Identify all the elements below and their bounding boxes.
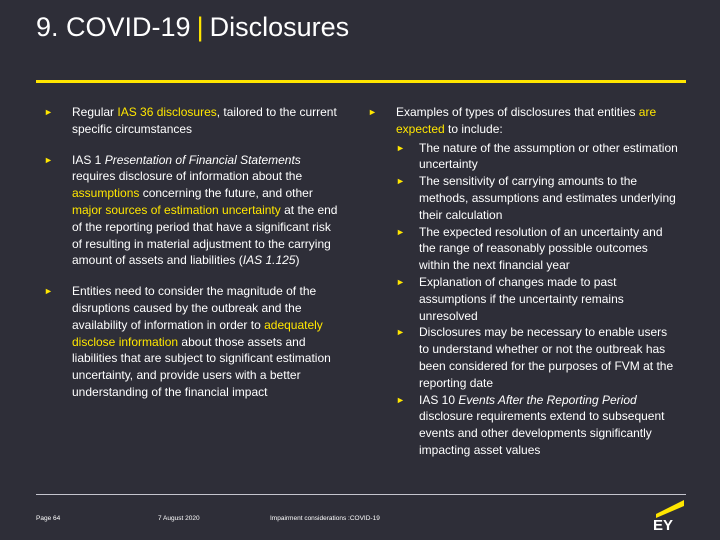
footer-document-title: Impairment considerations :COVID-19 bbox=[270, 515, 380, 522]
text-run: IAS 1 bbox=[72, 152, 105, 167]
sub-bullet-text: The nature of the assumption or other estimation uncertainty bbox=[419, 140, 678, 172]
sub-bullet-text: The expected resolution of an uncertainty and the range of reasonably possible outcomes within the next financial year bbox=[419, 224, 663, 273]
highlight-text: assumptions bbox=[72, 186, 140, 201]
highlight-text: are expected bbox=[396, 105, 657, 136]
right-bullet-intro bbox=[368, 104, 680, 459]
highlight-text: adequately disclose information bbox=[72, 317, 323, 349]
ey-logo-beam bbox=[656, 500, 684, 518]
sub-bullet-list bbox=[396, 140, 680, 459]
left-column bbox=[44, 104, 344, 415]
footer-date: 7 August 2020 bbox=[158, 515, 200, 522]
triangle-right-icon: ► bbox=[396, 276, 405, 287]
left-bullet-1 bbox=[44, 104, 344, 138]
ey-logo-text: EY bbox=[653, 517, 674, 532]
slide-title bbox=[36, 12, 349, 43]
text-run: concerning the future, and other bbox=[139, 186, 313, 201]
text-run: disclosure requirements extend to subsequent events and other developments significantly impacting asset values bbox=[419, 409, 665, 457]
text-run: requires disclosure of information about the bbox=[72, 169, 303, 184]
sub-bullet-5 bbox=[396, 324, 680, 391]
text-run: Regular bbox=[72, 105, 118, 119]
sub-bullet-4 bbox=[396, 274, 680, 324]
triangle-right-icon: ► bbox=[396, 327, 405, 338]
triangle-right-icon: ► bbox=[44, 154, 53, 165]
text-run: at the end of the reporting period that have a significant risk of resulting in material adjustment to the carrying amount of assets and liabilities ( bbox=[72, 202, 338, 268]
sub-bullet-text: Explanation of changes made to past assumptions if the uncertainty remains unresolved bbox=[419, 274, 624, 323]
title-number: 9. COVID-19 bbox=[36, 12, 191, 42]
text-run: Entities need to consider the magnitude of the disruptions caused by the outbreak and the availability of information in order to bbox=[72, 284, 317, 332]
italic-text: Events After the Reporting Period bbox=[458, 392, 637, 407]
title-underline bbox=[36, 80, 686, 83]
triangle-right-icon: ► bbox=[368, 107, 377, 117]
triangle-right-icon: ► bbox=[396, 142, 405, 153]
footer-page-number: Page 64 bbox=[36, 515, 61, 522]
text-run: IAS 10 bbox=[419, 392, 459, 407]
triangle-right-icon: ► bbox=[44, 107, 53, 117]
text-run: ) bbox=[295, 253, 300, 268]
left-bullet-3 bbox=[44, 283, 344, 401]
sub-bullet-2 bbox=[396, 173, 680, 223]
triangle-right-icon: ► bbox=[396, 176, 405, 187]
footer-divider bbox=[36, 494, 686, 495]
triangle-right-icon: ► bbox=[396, 226, 405, 237]
title-separator: | bbox=[196, 12, 204, 42]
italic-text: IAS 1.125 bbox=[242, 253, 296, 268]
ey-logo bbox=[650, 496, 686, 532]
text-run: to include: bbox=[444, 121, 503, 136]
highlight-text: IAS 36 disclosures bbox=[117, 105, 217, 119]
sub-bullet-1 bbox=[396, 140, 680, 174]
highlight-text: major sources of estimation uncertainty bbox=[72, 202, 281, 217]
text-run: , tailored to the current specific circumstances bbox=[72, 105, 337, 136]
sub-bullet-6 bbox=[396, 392, 680, 459]
italic-text: Presentation of Financial Statements bbox=[104, 152, 301, 167]
triangle-right-icon: ► bbox=[44, 286, 53, 297]
sub-bullet-text: The sensitivity of carrying amounts to the methods, assumptions and estimates underlying their calculation bbox=[419, 174, 676, 222]
left-bullet-2 bbox=[44, 152, 344, 270]
title-subject: Disclosures bbox=[209, 12, 350, 42]
triangle-right-icon: ► bbox=[396, 394, 405, 405]
sub-bullet-text: Disclosures may be necessary to enable users to understand whether or not the outbreak has been considered for the purposes of FVM at the reporting date bbox=[419, 325, 674, 390]
right-column bbox=[368, 104, 680, 473]
text-run: about those assets and liabilities that are subject to significant estimation uncertainty, and provide users with a better understanding of the financial impact bbox=[72, 334, 331, 399]
text-run: Examples of types of disclosures that entities bbox=[396, 105, 639, 119]
sub-bullet-3 bbox=[396, 224, 680, 274]
